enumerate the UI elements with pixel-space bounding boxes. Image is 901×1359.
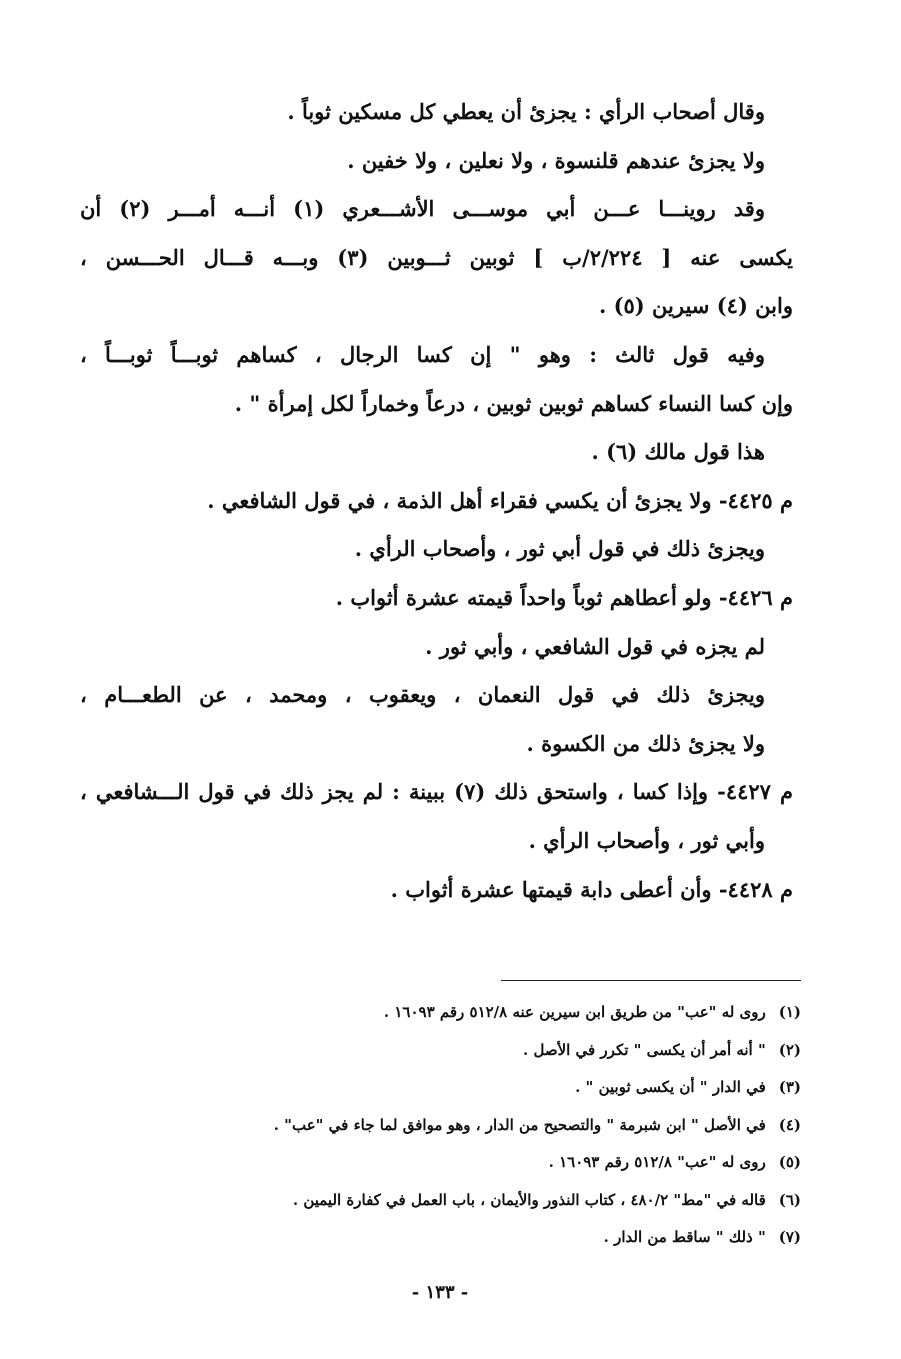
text-line: وقال أصحاب الرأي : يجزئ أن يعطي كل مسكين ثوباً . <box>287 99 765 124</box>
footnote-item <box>150 1144 801 1182</box>
footnote-text: في الأصل " ابن شبرمة " والتصحيح من الدار ، وهو موافق لما جاء في "عب" . <box>273 1115 766 1134</box>
footnote-text: في الدار " أن يكسى ثوبين " . <box>575 1078 766 1096</box>
text-line: وأبي ثور ، وأصحاب الرأي . <box>528 827 765 853</box>
footnote-item <box>150 1032 801 1070</box>
footnote-item <box>150 1182 801 1220</box>
text-line: ويجزئ ذلك في قول أبي ثور ، وأصحاب الرأي . <box>354 536 765 562</box>
footnote-item <box>150 1107 801 1145</box>
masala-line: م ٤٤٢٥- ولا يجزئ أن يكسي فقراء أهل الذمة ، في قول الشافعي . <box>207 487 793 513</box>
text-line: لم يجزه في قول الشافعي ، وأبي ثور . <box>425 633 765 659</box>
text-line: وإن كسا النساء كساهم ثوبين ثوبين ، درعاً وخماراً لكل إمرأة " . <box>234 390 793 416</box>
footnote-text: روى له "عب" ٥١٢/٨ رقم ١٦٠٩٣ . <box>548 1153 766 1171</box>
footnotes-block <box>150 994 801 1257</box>
text-line: وابن (٤) سيرين (٥) . <box>598 293 793 319</box>
footnote-text: روى له "عب" من طريق ابن سيرين عنه ٥١٢/٨ رقم ١٦٠٩٣ . <box>383 1003 766 1021</box>
text-line: وفيه قول ثالث : وهو " إن كسا الرجال ، كساهم ثوبـــاً ثوبـــاً ، <box>80 341 765 367</box>
page-number: - ١٣٣ - <box>411 1282 469 1303</box>
footnote-item <box>150 1069 801 1107</box>
text-line: وقد روينـــا عـــن أبي موســـى الأشـــعري (١) أنـــه أمـــر (٢) أن <box>80 196 765 222</box>
footnote-number: (٤) <box>778 1115 801 1134</box>
masala-line: م ٤٤٢٦- ولو أعطاهم ثوباً واحداً قيمته عشرة أثواب . <box>335 584 793 610</box>
text-line: ولا يجزئ عندهم قلنسوة ، ولا نعلين ، ولا خفين . <box>347 147 765 173</box>
footnote-number: (٥) <box>778 1153 801 1171</box>
footnote-text: " ذلك " ساقط من الدار . <box>603 1228 766 1246</box>
footnote-item <box>150 994 801 1032</box>
main-text-block <box>80 88 793 914</box>
text-line: ويجزئ ذلك في قول النعمان ، ويعقوب ، ومحمد ، عن الطعـــام ، <box>80 682 765 708</box>
footnote-number: (٣) <box>778 1078 801 1096</box>
text-line: ولا يجزئ ذلك من الكسوة . <box>526 730 765 756</box>
footnote-number: (٧) <box>778 1228 801 1246</box>
masala-line: م ٤٤٢٨- وأن أعطى دابة قيمتها عشرة أثواب . <box>390 876 793 902</box>
footnote-number: (٦) <box>778 1190 801 1209</box>
footnote-number: (١) <box>778 1003 801 1021</box>
footnote-item <box>150 1219 801 1257</box>
footnote-text: " أنه أمر أن يكسى " تكرر في الأصل . <box>523 1040 766 1059</box>
footnote-divider <box>501 980 801 981</box>
text-line: يكسى عنه [ ٢/٢٢٤/ب ] ثوبين ثـــوبين (٣) وبـــه قـــال الحـــسن ، <box>80 244 793 270</box>
footnote-number: (٢) <box>778 1040 801 1059</box>
masala-line: م ٤٤٢٧- وإذا كسا ، واستحق ذلك (٧) ببينة : لم يجز ذلك في قول الـــشافعي ، <box>80 779 793 805</box>
text-line: هذا قول مالك (٦) . <box>591 439 765 465</box>
footnote-text: قاله في "مط" ٤٨٠/٢ ، كتاب النذور والأيمان ، باب العمل في كفارة اليمين . <box>292 1190 766 1209</box>
